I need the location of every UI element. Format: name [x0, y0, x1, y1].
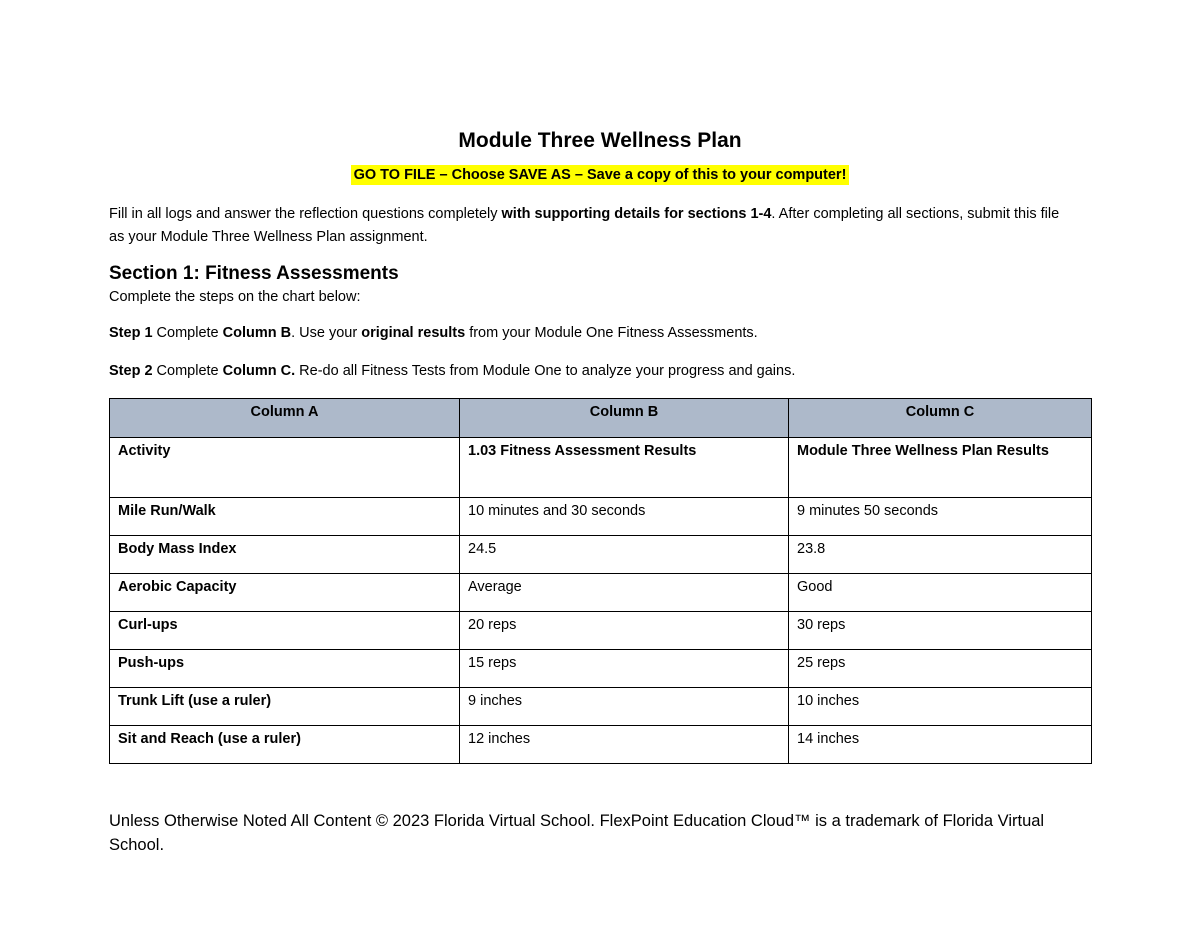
activity-cell[interactable]: Sit and Reach (use a ruler) [110, 726, 460, 764]
subheader-activity[interactable]: Activity [110, 438, 460, 498]
activity-cell[interactable]: Aerobic Capacity [110, 574, 460, 612]
activity-cell[interactable]: Body Mass Index [110, 536, 460, 574]
step-1-text-2: . Use your [291, 325, 362, 341]
table-header-row [110, 399, 1092, 438]
table-row [110, 536, 1092, 574]
new-result-cell[interactable]: 14 inches [789, 726, 1092, 764]
intro-text-2: . After completing all sections, submit this file as your Module Three Wellness Plan assignment. [109, 206, 1060, 245]
step-1-label: Step 1 [109, 325, 153, 341]
section-1-subtitle: Complete the steps on the chart below: [109, 289, 361, 305]
original-result-cell[interactable]: 9 inches [460, 688, 789, 726]
step-2-text-2: Re-do all Fitness Tests from Module One to analyze your progress and gains. [295, 363, 796, 379]
original-result-cell[interactable]: 12 inches [460, 726, 789, 764]
section-1-heading: Section 1: Fitness Assessments [109, 263, 399, 284]
original-result-cell[interactable]: Average [460, 574, 789, 612]
step-1-bold: original results [361, 325, 466, 341]
new-result-cell[interactable]: 10 inches [789, 688, 1092, 726]
table-row [110, 612, 1092, 650]
table-row [110, 498, 1092, 536]
original-result-cell[interactable]: 10 minutes and 30 seconds [460, 498, 789, 536]
intro-text-1: Fill in all logs and answer the reflection questions completely [109, 206, 502, 222]
subheader-wellness-results[interactable]: Module Three Wellness Plan Results [789, 438, 1092, 498]
document-title: Module Three Wellness Plan [458, 129, 742, 152]
step-2-column: Column C. [222, 363, 296, 379]
new-result-cell[interactable]: 25 reps [789, 650, 1092, 688]
step-1-text-3: from your Module One Fitness Assessments. [465, 325, 758, 341]
step-2-instruction [109, 363, 795, 379]
original-result-cell[interactable]: 24.5 [460, 536, 789, 574]
table-row [110, 688, 1092, 726]
new-result-cell[interactable]: Good [789, 574, 1092, 612]
intro-text-bold: with supporting details for sections 1-4 [501, 206, 772, 222]
original-result-cell[interactable]: 20 reps [460, 612, 789, 650]
save-as-banner: GO TO FILE – Choose SAVE AS – Save a copy of this to your computer! [351, 165, 850, 185]
activity-cell[interactable]: Mile Run/Walk [110, 498, 460, 536]
banner-row [0, 165, 1200, 185]
intro-paragraph [109, 203, 1069, 249]
new-result-cell[interactable]: 9 minutes 50 seconds [789, 498, 1092, 536]
header-column-b: Column B [460, 399, 789, 438]
step-2-label: Step 2 [109, 363, 153, 379]
copyright-footer: Unless Otherwise Noted All Content © 2023 Florida Virtual School. FlexPoint Education Cloud™ is a trademark of Florida Virtual School. [109, 812, 1045, 854]
fitness-assessment-table [109, 398, 1092, 764]
new-result-cell[interactable]: 30 reps [789, 612, 1092, 650]
activity-cell[interactable]: Push-ups [110, 650, 460, 688]
subheader-fitness-results[interactable]: 1.03 Fitness Assessment Results [460, 438, 789, 498]
step-1-text-1: Complete [152, 325, 223, 341]
step-2-text-1: Complete [152, 363, 223, 379]
step-1-instruction [109, 325, 758, 341]
table-row [110, 574, 1092, 612]
new-result-cell[interactable]: 23.8 [789, 536, 1092, 574]
activity-cell[interactable]: Curl-ups [110, 612, 460, 650]
original-result-cell[interactable]: 15 reps [460, 650, 789, 688]
header-column-c: Column C [789, 399, 1092, 438]
step-1-column: Column B [222, 325, 292, 341]
table-row [110, 726, 1092, 764]
table-row [110, 650, 1092, 688]
header-column-a: Column A [110, 399, 460, 438]
activity-cell[interactable]: Trunk Lift (use a ruler) [110, 688, 460, 726]
table-subheader-row [110, 438, 1092, 498]
